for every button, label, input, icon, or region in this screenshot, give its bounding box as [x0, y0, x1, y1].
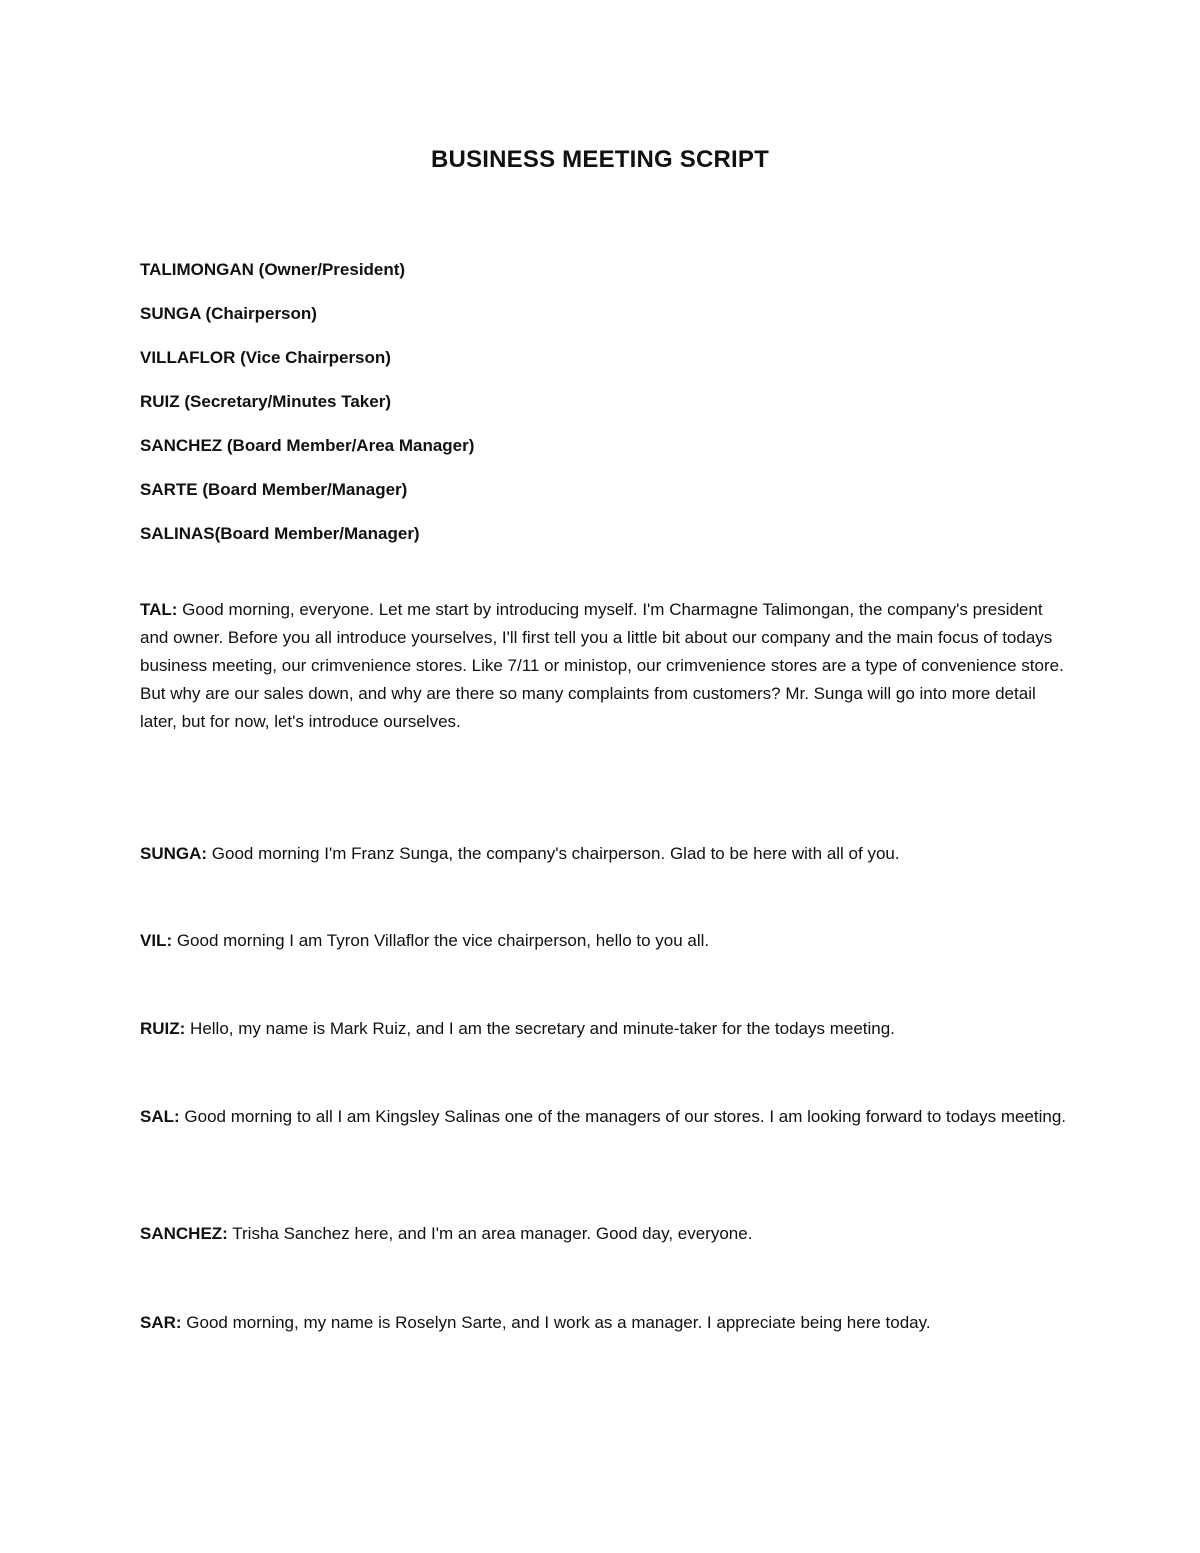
- speaker-label: SUNGA:: [140, 844, 208, 863]
- dialogue-line-sunga: [140, 840, 1075, 868]
- participant-roster: [140, 258, 474, 566]
- dialogue-text: Good morning I am Tyron Villaflor the vice chairperson, hello to you all.: [172, 931, 710, 950]
- dialogue-text: Good morning I'm Franz Sunga, the company's chairperson. Glad to be here with all of you.: [207, 844, 900, 863]
- dialogue-text: Good morning to all I am Kingsley Salinas one of the managers of our stores. I am looking forward to todays meeting.: [179, 1107, 1067, 1126]
- dialogue-line-ruiz: [140, 1015, 1075, 1043]
- dialogue-line-sar: [140, 1309, 1075, 1337]
- dialogue-text: Good morning, everyone. Let me start by introducing myself. I'm Charmagne Talimongan, the company's president and owner. Before you all introduce yourselves, I'll first tell you a little bit about our company and the main focus of todays business meeting, our crimvenience stores. Like 7/11 or ministop, our crimvenience stores are a type of convenience store. But why are our sales down, and why are there so many complaints from customers? Mr. Sunga will go into more detail later, but for now, let's introduce ourselves.: [140, 600, 1064, 731]
- document-title: BUSINESS MEETING SCRIPT: [431, 146, 769, 173]
- dialogue-line-sanchez: [140, 1220, 1075, 1248]
- speaker-label: VIL:: [140, 931, 173, 950]
- roster-item-villaflor: VILLAFLOR (Vice Chairperson): [140, 348, 391, 367]
- roster-item-talimongan: TALIMONGAN (Owner/President): [140, 260, 406, 279]
- dialogue-line-sal: [140, 1103, 1075, 1131]
- dialogue-text: Good morning, my name is Roselyn Sarte, and I work as a manager. I appreciate being here today.: [181, 1313, 931, 1332]
- roster-item-ruiz: RUIZ (Secretary/Minutes Taker): [140, 392, 391, 411]
- speaker-label: SANCHEZ:: [140, 1224, 228, 1243]
- speaker-label: RUIZ:: [140, 1019, 186, 1038]
- speaker-label: TAL:: [140, 600, 178, 619]
- roster-item-sanchez: SANCHEZ (Board Member/Area Manager): [140, 436, 475, 455]
- speaker-label: SAL:: [140, 1107, 180, 1126]
- speaker-label: SAR:: [140, 1313, 182, 1332]
- roster-item-sarte: SARTE (Board Member/Manager): [140, 480, 408, 499]
- roster-item-sunga: SUNGA (Chairperson): [140, 304, 317, 323]
- dialogue-text: Hello, my name is Mark Ruiz, and I am the secretary and minute-taker for the todays meeting.: [185, 1019, 895, 1038]
- dialogue-line-vil: [140, 927, 1075, 955]
- dialogue-line-tal: [140, 596, 1075, 736]
- dialogue-text: Trisha Sanchez here, and I'm an area manager. Good day, everyone.: [227, 1224, 753, 1243]
- roster-item-salinas: SALINAS(Board Member/Manager): [140, 524, 420, 543]
